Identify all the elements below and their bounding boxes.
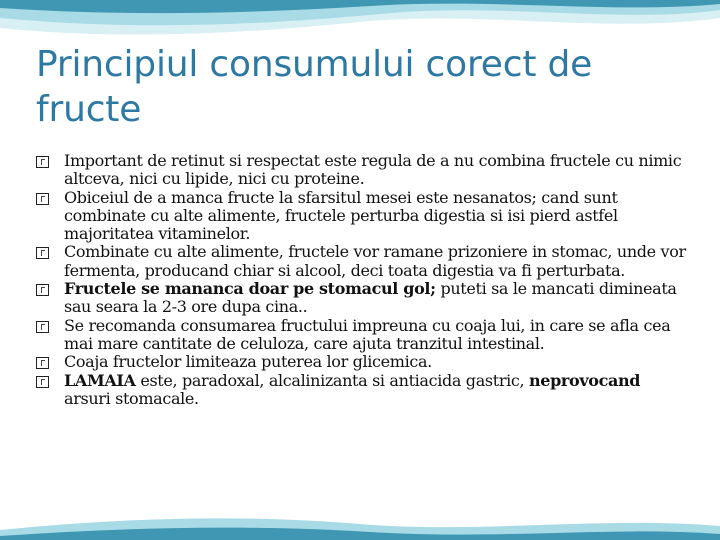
bullet-text: este, paradoxal, alcalinizanta si antiacida gastric, [135,370,529,390]
bullet-item [36,372,686,409]
bullet-text: Obiceiul de a manca fructe la sfarsitul mesei este nesanatos; cand sunt combinate cu alte alimente, fructele perturba digestia si isi pierd astfel majoritatea vitaminelor. [64,187,618,244]
bullet-box-icon [36,284,49,296]
bullet-box-icon [36,321,49,333]
bullet-item [36,243,686,280]
bullet-list [36,152,686,408]
bullet-box-icon [36,193,49,205]
bullet-text: Se recomanda consumarea fructului impreuna cu coaja lui, in care se afla cea mai mare cantitate de celuloza, care ajuta tranzitul intestinal. [64,315,671,353]
bullet-box-icon [36,156,49,168]
bullet-text: puteti sa le mancati dimineata sau seara la 2-3 ore dupa cina.. [64,279,677,317]
bullet-text: Coaja fructelor limiteaza puterea lor glicemica. [64,352,432,372]
bullet-text: Combinate cu alte alimente, fructele vor ramane prizoniere in stomac, unde vor fermenta, producand chiar si alcool, deci toata digestia va fi perturbata. [64,242,686,280]
slide-title: Principiul consumului corect de fructe [36,44,593,130]
bullet-text: Important de retinut si respectat este regula de a nu combina fructele cu nimic altceva, nici cu lipide, nici cu proteine. [64,151,682,189]
bullet-item [36,353,686,371]
bullet-box-icon [36,376,49,388]
bullet-text-bold: neprovocand [528,370,641,390]
bullet-item [36,317,686,354]
bullet-text-bold: Fructele se mananca doar pe stomacul gol; [64,279,436,299]
bullet-item [36,189,686,244]
bullet-text: arsuri stomacale. [64,388,199,408]
bullet-text-bold: LAMAIA [64,370,136,390]
bullet-item [36,280,686,317]
bullet-item [36,152,686,189]
bottom-wave-decoration [0,512,720,540]
bullet-box-icon [36,357,49,369]
bullet-box-icon [36,247,49,259]
